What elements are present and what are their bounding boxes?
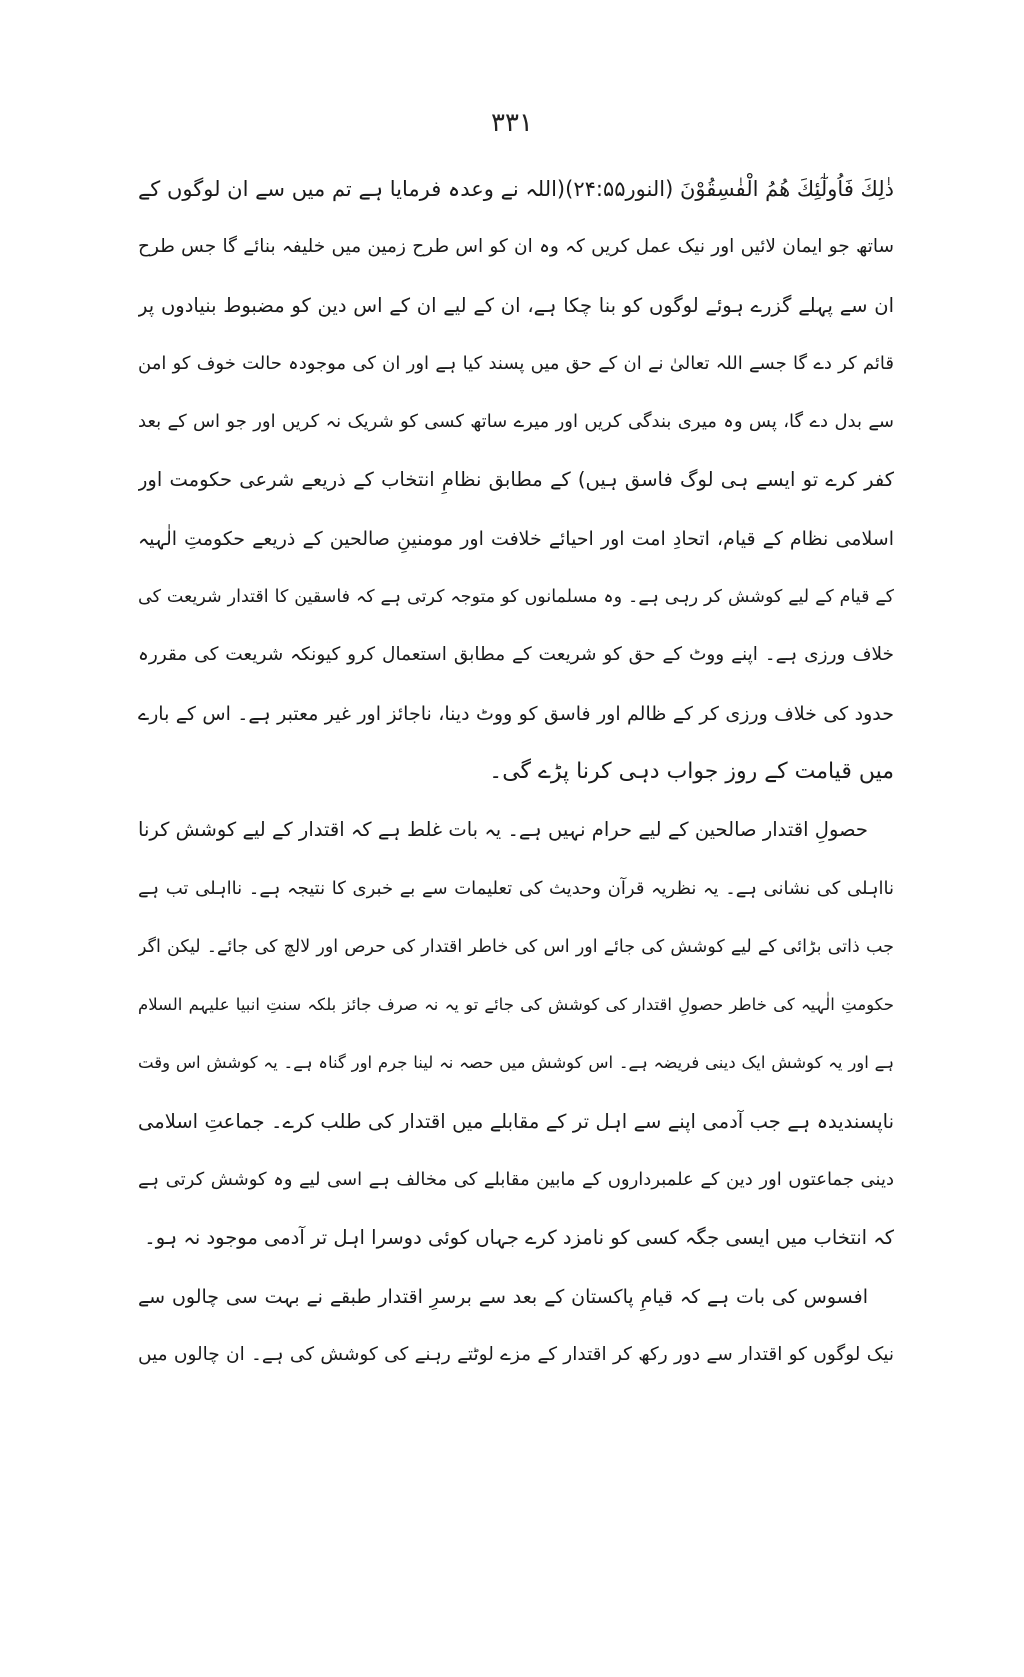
text-line: حکومتِ الٰہیہ کی خاطر حصولِ اقتدار کی کوشش کی جائے تو یہ نہ صرف جائز بلکہ سنتِ انبیا علیہم السلام: [138, 995, 894, 1015]
text-line: حدود کی خلاف ورزی کر کے ظالم اور فاسق کو ووٹ دینا، ناجائز اور غیر معتبر ہے۔ اس کے بارے: [138, 702, 894, 725]
page-text: [138, 160, 894, 1384]
paragraph-3: [138, 1268, 894, 1385]
text-line: ہے اور یہ کوشش ایک دینی فریضہ ہے۔ اس کوشش میں حصہ نہ لینا جرم اور گناہ ہے۔ یہ کوشش اس وقت: [138, 1053, 894, 1073]
text-line: کے قیام کے لیے کوشش کر رہی ہے۔ وہ مسلمانوں کو متوجہ کرتی ہے کہ فاسقین کا اقتدار شریعت کی: [138, 587, 894, 608]
text-line: ساتھ جو ایمان لائیں اور نیک عمل کریں کہ وہ ان کو اس طرح زمین میں خلیفہ بنائے گا جس طرح: [138, 236, 894, 258]
text-line: قائم کر دے گا جسے اللہ تعالیٰ نے ان کے حق میں پسند کیا ہے اور ان کی موجودہ حالت خوف کو امن: [138, 352, 894, 374]
text-line: نااہلی کی نشانی ہے۔ یہ نظریہ قرآن وحدیث کی تعلیمات سے بے خبری کا نتیجہ ہے۔ نااہلی تب ہے: [138, 877, 894, 899]
text-line: کہ انتخاب میں ایسی جگہ کسی کو نامزد کرے جہاں کوئی دوسرا اہل تر آدمی موجود نہ ہو۔: [144, 1226, 894, 1250]
text-line: دینی جماعتوں اور دین کے علمبرداروں کے مابین مقابلے کی مخالف ہے اسی لیے وہ کوشش کرتی ہے: [138, 1169, 894, 1191]
text-line: میں قیامت کے روز جواب دہی کرنا پڑے گی۔: [489, 758, 894, 784]
page-number: ۳۳۱: [491, 108, 533, 138]
text-line: ان سے پہلے گزرے ہوئے لوگوں کو بنا چکا ہے، ان کے لیے ان کے اس دین کو مضبوط بنیادوں پر: [138, 293, 894, 317]
paragraph-2: [138, 801, 894, 1267]
text-line: افسوس کی بات ہے کہ قیامِ پاکستان کے بعد سے برسرِ اقتدار طبقے نے بہت سی چالوں سے: [138, 1285, 868, 1308]
text-line: حصولِ اقتدار صالحین کے لیے حرام نہیں ہے۔ یہ بات غلط ہے کہ اقتدار کے لیے کوشش کرنا: [138, 818, 868, 842]
paragraph-1: [138, 160, 894, 801]
text-line: خلاف ورزی ہے۔ اپنے ووٹ کے حق کو شریعت کے مطابق استعمال کرو کیونکہ شریعت کی مقررہ: [138, 644, 894, 666]
text-line: ذٰلِكَ فَاُولٰٓئِكَ هُمُ الْفٰسِقُوْنَ (النور۲۴:۵۵)(اللہ نے وعدہ فرمایا ہے تم میں سے ان لوگوں کے: [138, 177, 894, 201]
text-line: سے بدل دے گا، پس وہ میری بندگی کریں اور میرے ساتھ کسی کو شریک نہ کریں اور جو اس کے بعد: [138, 411, 894, 433]
text-line: نیک لوگوں کو اقتدار سے دور رکھ کر اقتدار کے مزے لوٹتے رہنے کی کوشش کی ہے۔ ان چالوں میں: [138, 1343, 894, 1365]
text-line: اسلامی نظام کے قیام، اتحادِ امت اور احیائے خلافت اور مومنینِ صالحین کے ذریعے حکومتِ الٰہیہ: [138, 527, 894, 550]
text-line: کفر کرے تو ایسے ہی لوگ فاسق ہیں) کے مطابق نظامِ انتخاب کے ذریعے شرعی حکومت اور: [138, 468, 894, 492]
text-line: ناپسندیدہ ہے جب آدمی اپنے سے اہل تر کے مقابلے میں اقتدار کی طلب کرے۔ جماعتِ اسلامی: [138, 1109, 894, 1133]
text-line: جب ذاتی بڑائی کے لیے کوشش کی جائے اور اس کی خاطر اقتدار کی حرص اور لالچ کی جائے۔ لیکن اگر: [138, 936, 894, 957]
